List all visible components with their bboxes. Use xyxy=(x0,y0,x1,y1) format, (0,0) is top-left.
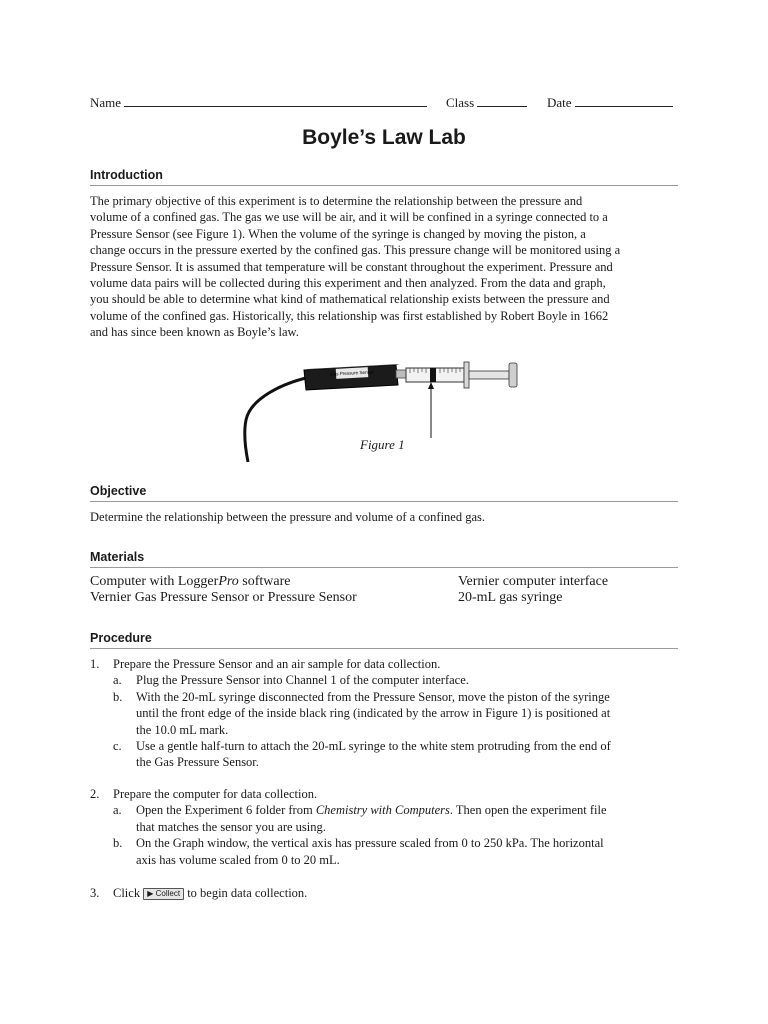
intro-line: and has since been known as Boyle’s law. xyxy=(90,325,299,340)
objective-heading: Objective xyxy=(90,484,678,502)
substep-text: With the 20-mL syringe disconnected from the Pressure Sensor, move the piston of the syringe xyxy=(136,689,610,704)
play-icon: ▶ xyxy=(147,889,154,899)
material-text: software xyxy=(238,574,291,589)
class-label: Class xyxy=(446,95,475,110)
objective-text: Determine the relationship between the pressure and volume of a confined gas. xyxy=(90,510,486,524)
substep-text: On the Graph window, the vertical axis has pressure scaled from 0 to 250 kPa. The horizontal xyxy=(136,836,604,851)
step-number: 1. xyxy=(90,657,100,671)
step-text: Prepare the Pressure Sensor and an air sample for data collection. xyxy=(113,657,441,671)
procedure-heading: Procedure xyxy=(90,631,678,649)
substep-text: the Gas Pressure Sensor. xyxy=(136,755,259,770)
substep-text: that matches the sensor you are using. xyxy=(136,819,326,834)
substep-text: the 10.0 mL mark. xyxy=(136,722,229,737)
substep-letter: a. xyxy=(113,673,122,688)
intro-line: volume of a confined gas. The gas we use will be air, and it will be confined in a syringe connected to a xyxy=(90,210,608,225)
materials-heading: Materials xyxy=(90,550,678,568)
figure-caption: Figure 1 xyxy=(360,437,405,452)
material-item xyxy=(90,574,291,590)
name-blank[interactable] xyxy=(124,92,427,107)
intro-line: Pressure Sensor (see Figure 1). When the volume of the syringe is changed by moving the piston, a xyxy=(90,226,586,241)
step-number: 3. xyxy=(90,886,100,900)
step-text xyxy=(113,885,307,901)
material-item: Vernier Gas Pressure Sensor or Pressure Sensor xyxy=(90,590,357,605)
substep-text: until the front edge of the inside black ring (indicated by the arrow in Figure 1) is positioned at xyxy=(136,706,611,721)
intro-line: The primary objective of this experiment is to determine the relationship between the pressure and xyxy=(90,194,583,208)
substep-text xyxy=(136,802,607,818)
figure-1-illustration xyxy=(240,360,530,470)
intro-line: Pressure Sensor. It is assumed that temperature will be constant throughout the experiment. Pressure and xyxy=(90,259,613,274)
date-blank[interactable] xyxy=(575,92,673,107)
page-title: Boyle’s Law Lab xyxy=(302,126,466,149)
step-text: Prepare the computer for data collection. xyxy=(113,787,318,801)
substep-text: Plug the Pressure Sensor into Channel 1 of the computer interface. xyxy=(136,673,469,688)
sensor-label-text: Gas Pressure Sensor xyxy=(329,369,375,377)
collect-button[interactable] xyxy=(143,888,184,900)
material-text-italic: Pro xyxy=(218,574,239,589)
introduction-heading: Introduction xyxy=(90,168,678,186)
step-number: 2. xyxy=(90,787,100,801)
substep-text-part: Open the Experiment 6 folder from xyxy=(136,803,316,818)
class-blank[interactable] xyxy=(477,92,527,107)
substep-text: axis has volume scaled from 0 to 20 mL. xyxy=(136,852,340,867)
substep-letter: c. xyxy=(113,739,122,753)
intro-line: volume of the confined gas. Historically, this relationship was first established by Robert Boyle in 1662 xyxy=(90,308,609,323)
class-field xyxy=(446,92,527,111)
intro-line: you should be able to determine what kind of mathematical relationship exists between the pressure and xyxy=(90,292,610,307)
substep-letter: a. xyxy=(113,803,122,818)
step-text-part: Click xyxy=(113,886,141,900)
substep-text-part: . Then open the experiment file xyxy=(449,803,607,818)
substep-letter: b. xyxy=(113,836,123,851)
step-text-part: to begin data collection. xyxy=(187,886,308,900)
substep-letter: b. xyxy=(113,689,123,704)
name-label: Name xyxy=(90,95,122,110)
introduction-text xyxy=(90,193,680,341)
substep-text: Use a gentle half-turn to attach the 20-mL syringe to the white stem protruding from the end of xyxy=(136,739,611,753)
material-item: 20-mL gas syringe xyxy=(458,590,563,605)
book-title: Chemistry with Computers xyxy=(315,803,450,818)
date-field xyxy=(547,92,673,111)
intro-line: change occurs in the pressure exerted by the confined gas. This pressure change will be monitored using a xyxy=(90,243,621,258)
name-field xyxy=(90,92,427,111)
material-text: Computer with Logger xyxy=(90,574,219,589)
collect-button-label: Collect xyxy=(155,889,181,899)
intro-line: volume data pairs will be collected during this experiment and then analyzed. From the data and graph, xyxy=(90,276,606,291)
syringe xyxy=(406,362,517,388)
date-label: Date xyxy=(547,95,572,110)
material-item: Vernier computer interface xyxy=(458,574,609,589)
